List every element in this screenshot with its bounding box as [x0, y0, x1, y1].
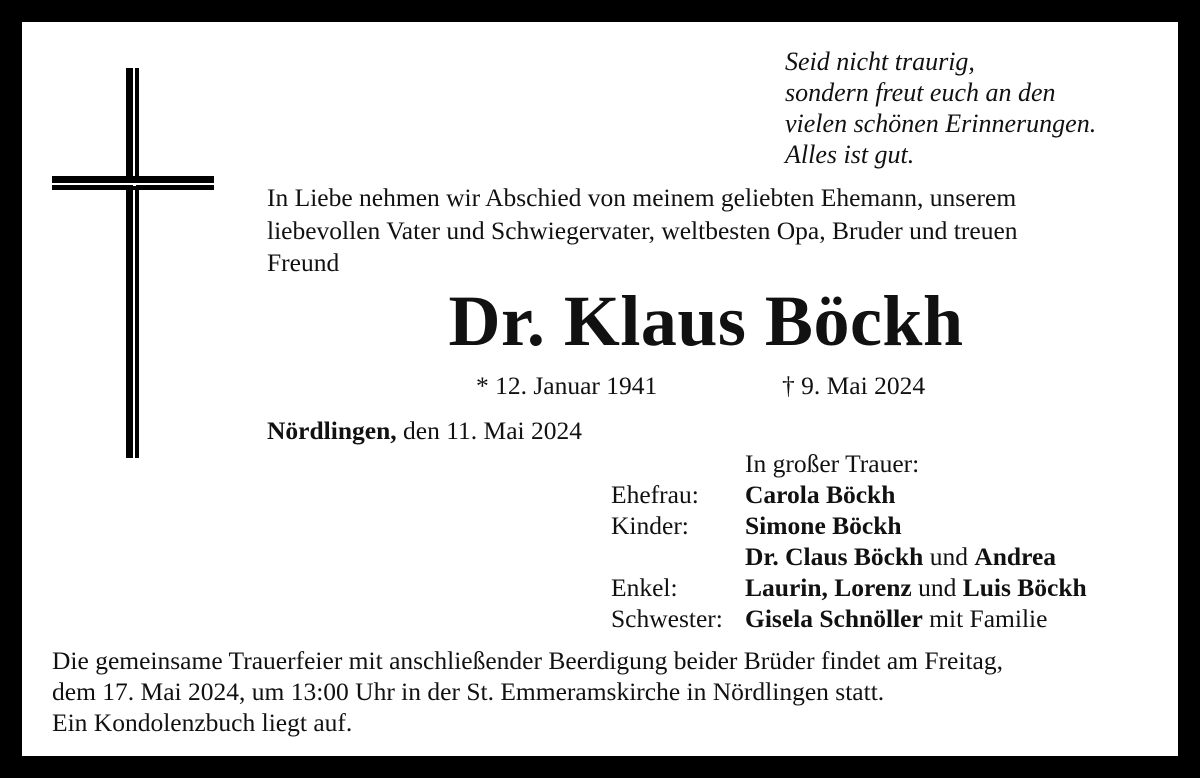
farewell-intro [267, 182, 1147, 280]
mourner-names [745, 541, 1056, 572]
mourner-name: Laurin, Lorenz [745, 573, 912, 602]
intro-line: Freund [267, 248, 340, 277]
connector-text: und [911, 573, 963, 602]
place-name: Nördlingen, [267, 416, 397, 445]
relation-label: Enkel: [611, 573, 678, 602]
mourners-list [611, 448, 1087, 634]
place-and-date [267, 415, 582, 447]
mourner-names [745, 572, 1087, 603]
poem-quote [785, 46, 1096, 170]
quote-line: Alles ist gut. [785, 140, 915, 169]
service-line: Ein Kondolenzbuch liegt auf. [52, 708, 353, 737]
mourner-name: Luis Böckh [962, 573, 1087, 602]
mourners-heading: In großer Trauer: [745, 449, 920, 478]
mourner-row [611, 572, 1087, 603]
mourner-row [611, 603, 1087, 634]
relation-label: Ehefrau: [611, 480, 699, 509]
mourner-names [745, 603, 1047, 634]
mourner-name: Gisela Schnöller [745, 604, 923, 633]
letter-date: den 11. Mai 2024 [396, 416, 582, 445]
birth-date: * 12. Januar 1941 [476, 371, 658, 400]
quote-line: Seid nicht traurig, [785, 47, 975, 76]
relation-label [611, 541, 745, 572]
connector-text: und [923, 542, 975, 571]
relation-label: Kinder: [611, 511, 689, 540]
mourner-name: Dr. Claus Böckh [745, 542, 924, 571]
mourner-row [611, 510, 1087, 541]
service-line: dem 17. Mai 2024, um 13:00 Uhr in der St. Emmeramskirche in Nördlingen statt. [52, 677, 885, 706]
mourner-row [611, 479, 1087, 510]
mourner-names [745, 479, 895, 510]
quote-line: vielen schönen Erinnerungen. [785, 109, 1097, 138]
quote-line: sondern freut euch an den [785, 78, 1056, 107]
death-date: † 9. Mai 2024 [782, 371, 926, 400]
service-line: Die gemeinsame Trauerfeier mit anschließender Beerdigung beider Brüder findet am Freitag, [52, 646, 1003, 675]
mourner-names [745, 510, 902, 541]
connector-text: mit Familie [922, 604, 1048, 633]
relation-label: Schwester: [611, 604, 723, 633]
mourner-rows [611, 479, 1087, 634]
mourner-name: Carola Böckh [745, 480, 896, 509]
mourner-row [611, 541, 1087, 572]
latin-cross-icon [52, 68, 214, 458]
deceased-name: Dr. Klaus Böckh [448, 281, 964, 361]
intro-line: liebevollen Vater und Schwiegervater, weltbesten Opa, Bruder und treuen [267, 215, 1018, 245]
mourner-name: Simone Böckh [745, 511, 902, 540]
mourner-name: Andrea [974, 542, 1057, 571]
intro-line: In Liebe nehmen wir Abschied von meinem geliebten Ehemann, unserem [267, 183, 1017, 212]
mourners-heading-row [611, 448, 1087, 479]
funeral-service-notice [52, 645, 1172, 738]
